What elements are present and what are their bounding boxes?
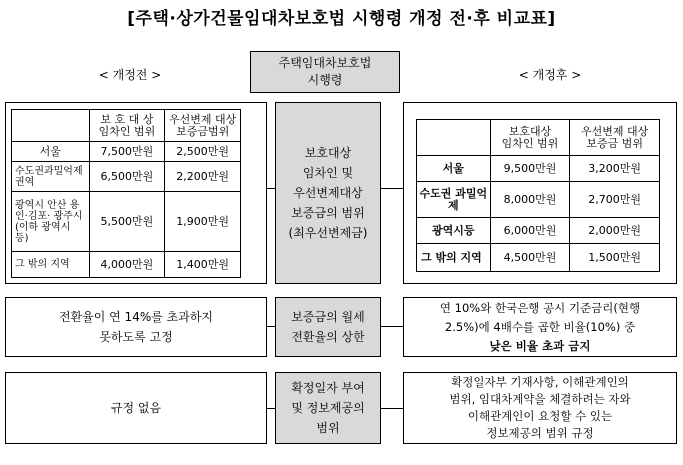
value-cell: 4,500만원 xyxy=(490,244,570,272)
value-cell: 5,500만원 xyxy=(89,192,165,252)
value-cell: 2,500만원 xyxy=(165,142,241,162)
corner-cell xyxy=(417,120,491,156)
table-header-row xyxy=(12,110,241,142)
table-row xyxy=(12,252,241,278)
value-cell: 6,500만원 xyxy=(89,162,165,192)
table-row xyxy=(417,182,660,218)
center-header-line-1: 주택임대차보호법 xyxy=(278,56,372,70)
before-label: < 개정전 > xyxy=(98,68,162,82)
value-cell: 4,000만원 xyxy=(89,252,165,278)
value-cell: 1,400만원 xyxy=(165,252,241,278)
value-cell: 1,500만원 xyxy=(570,244,660,272)
region-cell: 광역시 안산 용인·김포· 광주시(이하 광역시 등) xyxy=(12,192,90,252)
table-row xyxy=(417,218,660,244)
header-protected-tenant: 보호대상 임차인 범위 xyxy=(490,120,570,156)
region-cell: 광역시등 xyxy=(417,218,491,244)
center-box-conversion: 보증금의 월세 전환율의 상한 xyxy=(275,297,381,357)
connector-line xyxy=(267,408,275,409)
connector-line xyxy=(267,188,275,189)
connector-line xyxy=(381,408,403,409)
corner-cell xyxy=(12,110,90,142)
before-table xyxy=(11,109,241,278)
page-title: [주택·상가건물임대차보호법 시행령 개정 전·후 비교표] xyxy=(127,9,556,29)
table-row xyxy=(417,156,660,182)
center-box-coverage: 보호대상 임차인 및 우선변제대상 보증금의 범위 (최우선변제금) xyxy=(275,102,381,284)
before-info-scope: 규정 없음 xyxy=(5,372,267,444)
header-protected-tenant: 보 호 대 상 임차인 범위 xyxy=(89,110,165,142)
region-cell: 서울 xyxy=(12,142,90,162)
table-row xyxy=(417,244,660,272)
center-header-line-2: 시행령 xyxy=(307,73,343,87)
value-cell: 1,900만원 xyxy=(165,192,241,252)
header-priority-deposit: 우선변제 대상 보증금 범위 xyxy=(570,120,660,156)
region-cell: 서울 xyxy=(417,156,491,182)
value-cell: 8,000만원 xyxy=(490,182,570,218)
table-row xyxy=(12,162,241,192)
value-cell: 7,500만원 xyxy=(89,142,165,162)
after-conversion-rate: 연 10%와 한국은행 공시 기준금리(현행 2.5%)에 4배수를 곱한 비율(10%) 중 낮은 비율 초과 금지 xyxy=(403,297,677,357)
region-cell: 그 밖의 지역 xyxy=(12,252,90,278)
value-cell: 2,200만원 xyxy=(165,162,241,192)
region-cell: 수도권과밀억제권역 xyxy=(12,162,90,192)
after-table-frame xyxy=(403,102,677,284)
table-header-row xyxy=(417,120,660,156)
after-table xyxy=(416,119,660,272)
value-cell: 3,200만원 xyxy=(570,156,660,182)
connector-line xyxy=(381,326,403,327)
after-label: < 개정후 > xyxy=(518,68,582,82)
table-row xyxy=(12,142,241,162)
value-cell: 2,000만원 xyxy=(570,218,660,244)
center-box-info: 확정일자 부여 및 정보제공의 범위 xyxy=(275,372,381,444)
before-table-frame xyxy=(5,102,267,284)
region-cell: 그 밖의 지역 xyxy=(417,244,491,272)
value-cell: 6,000만원 xyxy=(490,218,570,244)
region-cell: 수도권 과밀억제 xyxy=(417,182,491,218)
connector-line xyxy=(267,326,275,327)
center-header xyxy=(250,51,400,93)
connector-line xyxy=(381,188,403,189)
after-info-scope: 확정일자부 기재사항, 이해관계인의 범위, 임대차계약을 체결하려는 자와 이해관계인이 요청할 수 있는 정보제공의 범위 규정 xyxy=(403,372,677,444)
before-conversion-rate: 전환율이 연 14%를 초과하지 못하도록 고정 xyxy=(5,297,267,357)
value-cell: 2,700만원 xyxy=(570,182,660,218)
header-priority-deposit: 우선변제 대상 보증금범위 xyxy=(165,110,241,142)
table-row xyxy=(12,192,241,252)
value-cell: 9,500만원 xyxy=(490,156,570,182)
